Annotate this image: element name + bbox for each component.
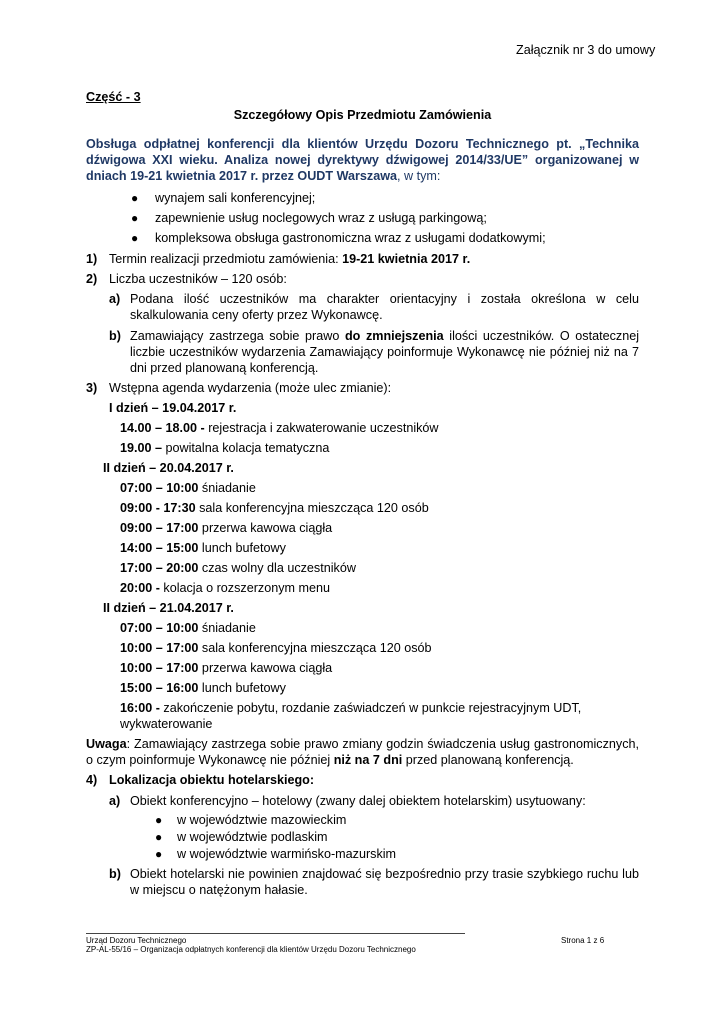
agenda-time: 09:00 - 17:30	[120, 501, 196, 515]
agenda-time: 10:00 – 17:00	[120, 641, 199, 655]
intro-title: Obsługa odpłatnej konferencji dla klientów Urzędu Dozoru Technicznego pt. „Technika dźwigowa XXI wieku. Analiza nowej dyrektywy dźwigowej 2014/33/UE” organizowanej w dniach 19-21 kwietnia 2017 r. przez OUDT Warszawa	[86, 137, 639, 183]
scope-item: zapewnienie usług noclegowych wraz z usługą parkingową;	[155, 211, 487, 225]
agenda-time: 16:00 -	[120, 701, 160, 715]
agenda-time: 07:00 – 10:00	[120, 621, 199, 635]
region-item: w województwie mazowieckim	[177, 813, 347, 827]
day-2-heading: II dzień – 20.04.2017 r.	[103, 461, 234, 475]
section-2b-bold: do zmniejszenia	[344, 329, 444, 343]
agenda-time: 19.00 –	[120, 441, 163, 455]
agenda-item	[120, 540, 286, 556]
agenda-item	[120, 500, 429, 516]
agenda-desc: śniadanie	[198, 481, 256, 495]
section-2a-text: Podana ilość uczestników ma charakter orientacyjny i została określona w celu skalkulowania ceny oferty przez Wykonawcę.	[130, 292, 639, 322]
bullet-icon: ●	[131, 211, 139, 225]
day-3-heading: II dzień – 21.04.2017 r.	[103, 601, 234, 615]
agenda-item	[120, 440, 329, 456]
section-2b-post: ilości uczestników. O ostatecznej liczbie uczestników wydarzenia Zamawiający poinformuje Wykonawcę nie później niż na 7 dni przed planowaną konferencją.	[130, 329, 640, 375]
section-1-label: Termin realizacji przedmiotu zamówienia:	[109, 252, 343, 266]
section-2-number: 2)	[86, 272, 98, 286]
bullet-icon: ●	[131, 191, 139, 205]
section-1-date: 19-21 kwietnia 2017 r.	[342, 252, 471, 266]
bullet-icon: ●	[155, 830, 163, 844]
agenda-time: 17:00 – 20:00	[120, 561, 199, 575]
bullet-icon: ●	[155, 847, 163, 861]
note-label: Uwaga	[86, 737, 127, 751]
agenda-desc: czas wolny dla uczestników	[198, 561, 356, 575]
section-4b-label: b)	[109, 867, 121, 881]
section-3-number: 3)	[86, 381, 98, 395]
footer-page-number: Strona 1 z 6	[561, 936, 605, 945]
region-item: w województwie podlaskim	[177, 830, 328, 844]
document-title: Szczegółowy Opis Przedmiotu Zamówienia	[233, 108, 492, 122]
note-post: przed planowaną konferencją.	[402, 753, 574, 767]
section-2b-label: b)	[109, 329, 121, 343]
agenda-desc: rejestracja i zakwaterowanie uczestników	[204, 421, 439, 435]
agenda-desc: przerwa kawowa ciągła	[198, 661, 333, 675]
intro-tail: , w tym:	[397, 169, 441, 183]
note-paragraph	[86, 736, 639, 768]
agenda-time: 10:00 – 17:00	[120, 661, 199, 675]
agenda-item	[120, 640, 432, 656]
footer-divider	[86, 933, 465, 934]
agenda-item	[120, 580, 330, 596]
intro-paragraph	[86, 136, 639, 184]
agenda-time: 14.00 – 18.00 -	[120, 421, 205, 435]
footer-org: Urząd Dozoru Technicznego	[86, 936, 187, 945]
agenda-time: 07:00 – 10:00	[120, 481, 199, 495]
agenda-item	[120, 680, 286, 696]
agenda-desc: lunch bufetowy	[198, 541, 286, 555]
agenda-item	[120, 620, 256, 636]
agenda-item	[120, 480, 256, 496]
section-4a-text: Obiekt konferencyjno – hotelowy (zwany dalej obiektem hotelarskim) usytuowany:	[130, 794, 586, 808]
note-bold: niż na 7 dni	[333, 753, 403, 767]
agenda-desc: sala konferencyjna mieszcząca 120 osób	[198, 641, 432, 655]
agenda-desc: śniadanie	[198, 621, 256, 635]
agenda-desc-continued: wykwaterowanie	[120, 717, 213, 731]
section-4a-label: a)	[109, 794, 121, 808]
agenda-time: 15:00 – 16:00	[120, 681, 199, 695]
section-2-text: Liczba uczestników – 120 osób:	[109, 272, 287, 286]
part-label: Część - 3	[86, 90, 141, 104]
agenda-time: 14:00 – 15:00	[120, 541, 199, 555]
agenda-desc: kolacja o rozszerzonym menu	[159, 581, 330, 595]
section-1-number: 1)	[86, 252, 98, 266]
agenda-item	[120, 700, 581, 716]
footer-reference: ZP-AL-55/16 – Organizacja odpłatnych konferencji dla klientów Urzędu Dozoru Technicznego	[86, 945, 416, 954]
agenda-time: 20:00 -	[120, 581, 160, 595]
bullet-icon: ●	[155, 813, 163, 827]
day-1-heading: I dzień – 19.04.2017 r.	[109, 401, 237, 415]
agenda-desc: przerwa kawowa ciągła	[198, 521, 333, 535]
agenda-item	[120, 420, 439, 436]
section-2b-pre: Zamawiający zastrzega sobie prawo	[130, 329, 345, 343]
agenda-item	[120, 520, 332, 536]
bullet-icon: ●	[131, 231, 139, 245]
section-2b-text	[130, 328, 639, 376]
agenda-time: 09:00 – 17:00	[120, 521, 199, 535]
section-4b-text: Obiekt hotelarski nie powinien znajdować się bezpośrednio przy trasie szybkiego ruchu lub w miejscu o natężonym hałasie.	[130, 867, 639, 897]
agenda-desc: lunch bufetowy	[198, 681, 286, 695]
agenda-item	[120, 560, 356, 576]
scope-item: kompleksowa obsługa gastronomiczna wraz z usługami dodatkowymi;	[155, 231, 546, 245]
note-pre: : Zamawiający zastrzega sobie prawo zmiany godzin świadczenia usług gastronomicznych, o czym poinformuje Wykonawcę nie później	[86, 737, 639, 767]
attachment-label: Załącznik nr 3 do umowy	[516, 43, 656, 57]
scope-item: wynajem sali konferencyjnej;	[155, 191, 316, 205]
section-3-text: Wstępna agenda wydarzenia (może ulec zmianie):	[109, 381, 392, 395]
agenda-item	[120, 660, 332, 676]
section-4-heading: Lokalizacja obiektu hotelarskiego:	[109, 773, 315, 787]
agenda-desc: powitalna kolacja tematyczna	[162, 441, 330, 455]
agenda-desc: sala konferencyjna mieszcząca 120 osób	[195, 501, 429, 515]
section-1-text	[109, 251, 470, 267]
section-4-number: 4)	[86, 773, 98, 787]
region-item: w województwie warmińsko-mazurskim	[177, 847, 397, 861]
section-2a-label: a)	[109, 292, 121, 306]
agenda-desc: zakończenie pobytu, rozdanie zaświadczeń w punkcie rejestracyjnym UDT,	[159, 701, 582, 715]
